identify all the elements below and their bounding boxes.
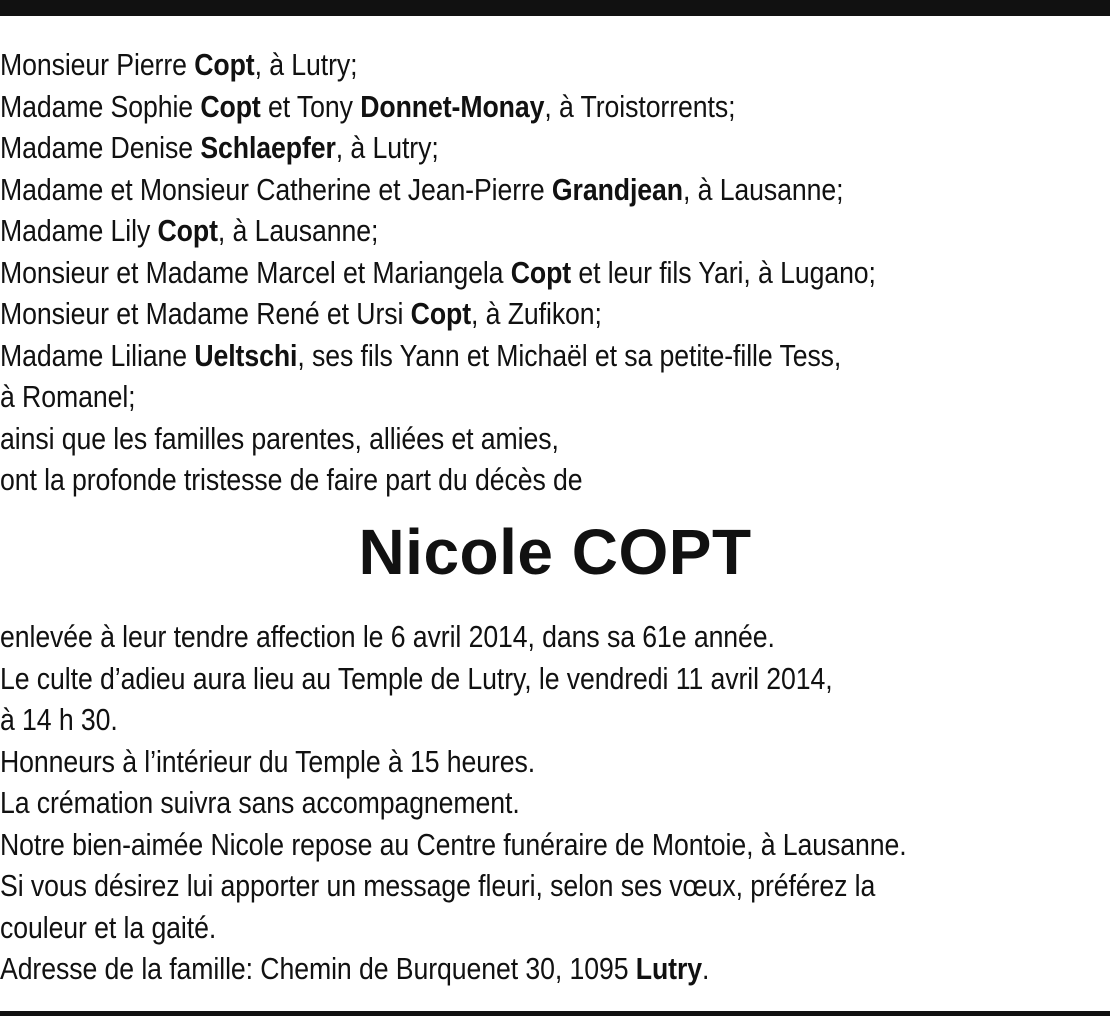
family-list <box>0 44 1110 501</box>
top-border-rule <box>0 0 1110 16</box>
family-line <box>0 418 955 460</box>
family-line-text: Monsieur et Madame René et Ursi <box>0 296 411 331</box>
detail-line <box>0 782 955 824</box>
family-surname: Schlaepfer <box>200 130 336 165</box>
detail-line <box>0 824 955 866</box>
detail-text: Honneurs à l’intérieur du Temple à 15 heures. <box>0 743 536 779</box>
bottom-border-rule <box>0 1011 1110 1016</box>
family-address-line <box>0 948 955 990</box>
family-line-text: , à Lausanne; <box>682 171 844 207</box>
detail-text: couleur et la gaité. <box>0 909 217 945</box>
family-line-text: à Romanel; <box>0 379 136 414</box>
family-line-text: et leur fils Yari, à Lugano; <box>571 254 876 290</box>
family-surname: Copt <box>194 47 255 82</box>
detail-text: La crémation suivra sans accompagnement. <box>0 785 520 820</box>
family-line-text: ainsi que les familles parentes, alliées et amies, <box>0 420 559 456</box>
detail-text: enlevée à leur tendre affection le 6 avril 2014, dans sa 61e année. <box>0 619 775 654</box>
family-surname: Donnet-Monay <box>360 88 545 124</box>
detail-text: Notre bien-aimée Nicole repose au Centre funéraire de Montoie, à Lausanne. <box>0 826 907 862</box>
family-line-text: et Tony <box>260 88 361 124</box>
family-line-text: , ses fils Yann et Michaël et sa petite-fille Tess, <box>297 337 842 373</box>
family-surname: Ueltschi <box>194 337 298 373</box>
family-line-text: Madame Denise <box>0 130 201 165</box>
family-surname: Copt <box>157 213 218 248</box>
family-line <box>0 252 955 294</box>
detail-text: à 14 h 30. <box>0 702 118 737</box>
family-surname: Copt <box>510 254 572 290</box>
family-line <box>0 376 955 418</box>
family-line <box>0 86 955 128</box>
family-line-text: , à Lutry; <box>254 47 358 82</box>
family-line <box>0 293 955 335</box>
family-line-text: Monsieur Pierre <box>0 47 195 82</box>
detail-text: Si vous désirez lui apporter un message fleuri, selon ses vœux, préférez la <box>0 868 876 903</box>
detail-line <box>0 699 955 741</box>
detail-line <box>0 658 955 700</box>
family-line <box>0 335 955 377</box>
detail-line <box>0 907 955 949</box>
address-town: Lutry <box>635 951 703 986</box>
detail-text: Le culte d’adieu aura lieu au Temple de Lutry, le vendredi 11 avril 2014, <box>0 660 833 696</box>
family-line <box>0 44 955 86</box>
family-line-text: , à Zufikon; <box>471 296 602 331</box>
family-line <box>0 210 955 252</box>
detail-text: Adresse de la famille: Chemin de Burquenet 30, 1095 <box>0 951 636 986</box>
detail-line <box>0 741 955 783</box>
family-line-text: Madame et Monsieur Catherine et Jean-Pierre <box>0 171 552 207</box>
announcement-line <box>0 459 955 501</box>
detail-line <box>0 616 955 658</box>
family-surname: Copt <box>410 296 472 331</box>
family-line-text: Madame Lily <box>0 213 158 248</box>
detail-line <box>0 865 955 907</box>
family-line <box>0 169 955 211</box>
deceased-name: Nicole COPT <box>358 516 752 588</box>
announcement-text: ont la profonde tristesse de faire part du décès de <box>0 462 583 497</box>
detail-text: . <box>702 951 710 986</box>
family-line-text: , à Troistorrents; <box>544 88 736 124</box>
obituary-details <box>0 616 1110 990</box>
family-line-text: Madame Sophie <box>0 88 201 124</box>
family-line-text: , à Lausanne; <box>217 213 379 248</box>
family-surname: Grandjean <box>551 171 683 207</box>
family-line-text: Monsieur et Madame Marcel et Mariangela <box>0 254 511 290</box>
family-line-text: Madame Liliane <box>0 337 195 373</box>
family-surname: Copt <box>200 88 261 124</box>
family-line <box>0 127 955 169</box>
family-line-text: , à Lutry; <box>335 130 439 165</box>
